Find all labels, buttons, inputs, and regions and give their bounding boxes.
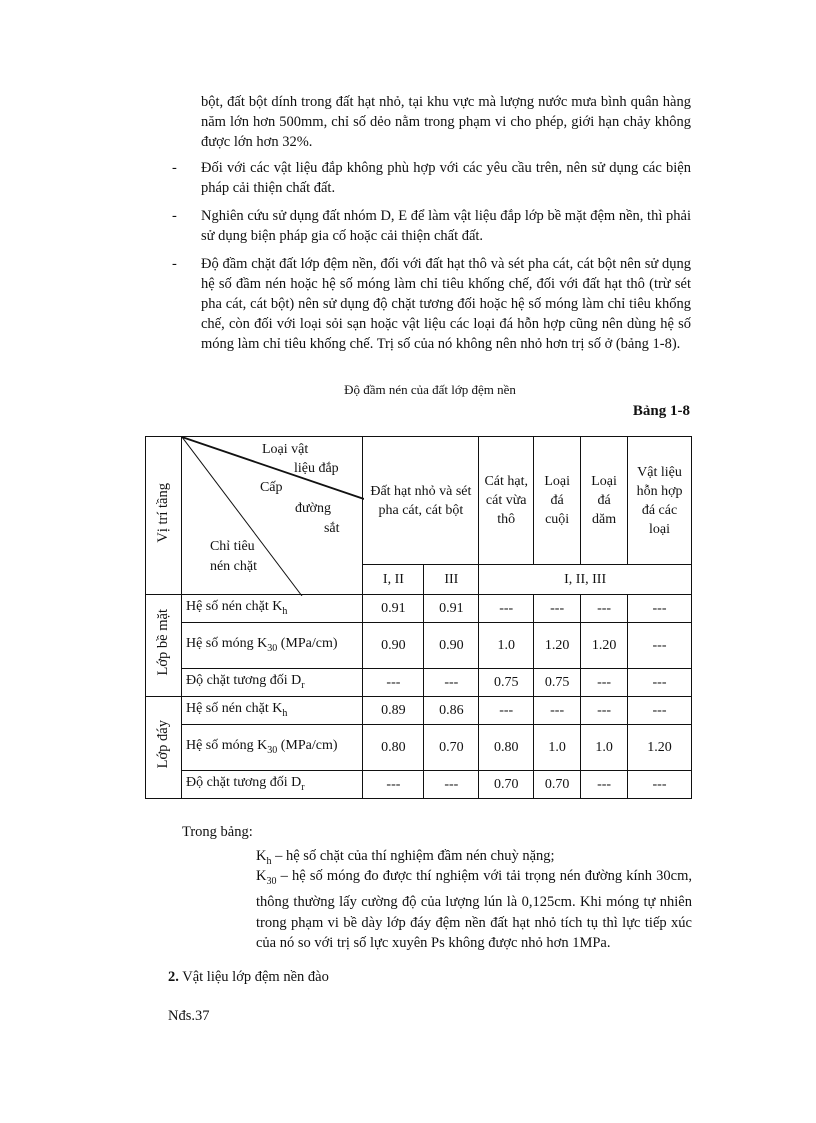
value-cell: 0.70 [479, 771, 534, 799]
layer-name: Lớp bề mặt [154, 609, 171, 676]
value-cell: --- [534, 697, 581, 725]
value-cell: 0.86 [424, 697, 479, 725]
value-cell: 0.80 [363, 725, 424, 771]
column-header: Đất hạt nhỏ và sét pha cát, cát bột [363, 437, 479, 565]
note-k30: $K_{30}$ – hệ số móng đo được thí nghiệm với tải trọng nén đường kính 30cm, thông thường lấy cường độ của lượng lún là 0,125cm. Khi móng tự nhiên trong phạm vi bề dày lớp đáy đệm nền đất hạt nhỏ tích tụ thì lực tiếp xúc của nó so với trị số lực xuyên Ps không được nhỏ hơn 1MPa. [256, 868, 692, 952]
column-header: Loại đá cuội [534, 437, 581, 565]
grade-cell: I, II [363, 565, 424, 595]
value-cell: 1.0 [581, 725, 628, 771]
note-kh: $K_h$ – hệ số chặt của thí nghiệm đầm nén chuỳ nặng; [256, 848, 555, 867]
value-cell: 1.0 [479, 623, 534, 669]
bullet-dash: - [172, 256, 177, 272]
grade-cell: III [424, 565, 479, 595]
diag-grade-line3: sắt [323, 521, 340, 536]
bullet-dash: - [172, 160, 177, 176]
value-cell: 1.0 [534, 725, 581, 771]
value-cell: --- [628, 771, 692, 799]
table-caption: Độ đầm nén của đất lớp đệm nền [344, 382, 516, 397]
row-label: Hệ số móng $K_{30}$ (MPa/cm) [181, 623, 363, 669]
row-label: Hệ số nén chặt $K_h$ [181, 595, 363, 623]
value-cell: --- [628, 697, 692, 725]
value-cell: 0.91 [363, 595, 424, 623]
value-cell: --- [479, 697, 534, 725]
value-cell: --- [581, 697, 628, 725]
intro-paragraph: bột, đất bột dính trong đất hạt nhỏ, tại khu vực mà lượng nước mưa bình quân hàng năm lớn hơn 500mm, chỉ số dẻo nằm trong phạm vi cho phép, giới hạn chảy không được lớn hơn 32%. [201, 94, 691, 150]
table-number: Bảng 1-8 [632, 403, 690, 419]
value-cell: 0.90 [424, 623, 479, 669]
value-cell: --- [581, 771, 628, 799]
value-cell: --- [424, 771, 479, 799]
value-cell: --- [363, 669, 424, 697]
bullet-text: Nghiên cứu sử dụng đất nhóm D, E để làm vật liệu đắp lớp bề mặt đệm nền, thì phải sử dụng biện pháp gia cố hoặc cải thiện chất đất. [201, 208, 691, 244]
diag-material-line1: Loại vật [261, 442, 309, 457]
layer-header-cell [146, 437, 182, 595]
bullet-text: Đối với các vật liệu đắp không phù hợp với các yêu cầu trên, nên sử dụng các biện pháp cải thiện chất đất. [201, 160, 691, 196]
diag-grade-line2: đường [294, 501, 331, 516]
value-cell: --- [363, 771, 424, 799]
section-title: Vật liệu lớp đệm nền đào [178, 969, 329, 985]
compaction-table [145, 436, 692, 799]
value-cell: 0.70 [534, 771, 581, 799]
layer-header: Vị trí tầng [154, 482, 171, 543]
value-cell: 0.90 [363, 623, 424, 669]
value-cell: 0.91 [424, 595, 479, 623]
value-cell: 0.89 [363, 697, 424, 725]
notes-heading: Trong bảng: [182, 824, 253, 840]
value-cell: --- [479, 595, 534, 623]
diag-material-line2: liệu đắp [293, 461, 339, 476]
diag-index-line1: Chỉ tiêu [209, 539, 255, 554]
value-cell: --- [424, 669, 479, 697]
column-header: Loại đá dăm [581, 437, 628, 565]
section-number: 2. [168, 969, 179, 985]
grade-cell: I, II, III [479, 565, 692, 595]
value-cell: 1.20 [534, 623, 581, 669]
value-cell: --- [581, 595, 628, 623]
row-label: Hệ số nén chặt $K_h$ [181, 697, 363, 725]
bullet-dash: - [172, 208, 177, 224]
value-cell: --- [628, 595, 692, 623]
value-cell: 0.75 [479, 669, 534, 697]
value-cell: --- [628, 669, 692, 697]
row-label: Hệ số móng $K_{30}$ (MPa/cm) [181, 725, 363, 771]
section-heading [168, 969, 329, 986]
column-header: Cát hạt, cát vừa thô [479, 437, 534, 565]
page-footer: Nđs.37 [168, 1008, 210, 1024]
value-cell: 0.80 [479, 725, 534, 771]
layer-cell [146, 595, 182, 697]
value-cell: --- [581, 669, 628, 697]
column-header: Vật liệu hỗn hợp đá các loại [628, 437, 692, 565]
bullet-text: Độ đầm chặt đất lớp đệm nền, đối với đất hạt thô và sét pha cát, cát bột nên sử dụng hệ số đầm nén hoặc hệ số móng làm chỉ tiêu khống chế, đối với đất hạt thô (trừ sét pha cát, cát bột) nên sử dụng độ chặt tương đối hoặc hệ số móng làm chỉ tiêu khống chế, còn đối với loại sỏi sạn hoặc vật liệu các loại đá hỗn hợp cũng nên dùng hệ số móng làm chỉ tiêu khống chế. Trị số của nó không nên nhỏ hơn trị số ở (bảng 1-8). [201, 256, 691, 352]
diagonal-header-cell [181, 437, 363, 595]
layer-name: Lớp đáy [154, 720, 171, 769]
value-cell: 1.20 [628, 725, 692, 771]
row-label: Độ chặt tương đối $D_r$ [181, 771, 363, 799]
row-label: Độ chặt tương đối $D_r$ [181, 669, 363, 697]
value-cell: 0.75 [534, 669, 581, 697]
layer-cell [146, 697, 182, 799]
diag-grade-line1: Cấp [259, 480, 283, 495]
value-cell: --- [534, 595, 581, 623]
value-cell: 1.20 [581, 623, 628, 669]
value-cell: 0.70 [424, 725, 479, 771]
value-cell: --- [628, 623, 692, 669]
diag-index-line2: nén chặt [209, 559, 257, 574]
